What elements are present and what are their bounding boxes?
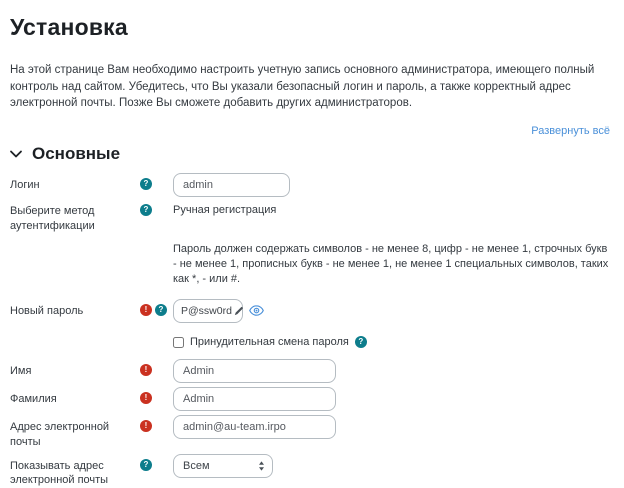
email-label: Адрес электронной почты (10, 420, 110, 448)
page-title: Установка (10, 14, 128, 40)
help-icon[interactable]: ? (155, 304, 167, 316)
required-icon: ! (140, 364, 152, 376)
expand-all-row (10, 125, 610, 137)
form-row-username (10, 173, 610, 197)
form-row-firstname (10, 359, 610, 383)
lastname-input[interactable] (173, 387, 336, 411)
form-row-lastname (10, 387, 610, 411)
username-label: Логин (10, 179, 40, 192)
force-password-change-label[interactable]: Принудительная смена пароля (190, 335, 349, 348)
email-visibility-select[interactable] (173, 454, 273, 478)
help-icon[interactable]: ? (140, 178, 152, 190)
auth-method-value: Ручная регистрация (173, 204, 277, 217)
firstname-label: Имя (10, 364, 32, 377)
section-header-general[interactable] (10, 144, 610, 164)
pencil-icon (234, 306, 244, 316)
new-password-input[interactable] (173, 299, 243, 323)
form-row-email-visibility (10, 454, 610, 488)
unmask-password-eye-icon[interactable] (249, 305, 264, 316)
form-row-auth-method (10, 199, 610, 234)
required-icon: ! (140, 420, 152, 432)
email-visibility-selected-value: Всем (183, 459, 210, 472)
required-icon: ! (140, 304, 152, 316)
select-updown-icon (258, 461, 265, 471)
chevron-down-icon (10, 150, 26, 158)
password-policy-text: Пароль должен содержать символов - не менее 8, цифр - не менее 1, строчных букв - не менее 1, прописных букв - не менее 1, не менее 1 специальных символов, таких как *, - или #. (173, 242, 609, 286)
form-row-password-policy (10, 242, 610, 288)
required-icon: ! (140, 392, 152, 404)
force-password-change-checkbox[interactable] (173, 337, 184, 348)
new-password-value: P@ssw0rd (181, 304, 232, 317)
help-icon[interactable]: ? (140, 459, 152, 471)
new-password-label: Новый пароль (10, 304, 84, 317)
email-input[interactable] (173, 415, 336, 439)
intro-text: На этой странице Вам необходимо настроить учетную запись основного администратора, имеющего полный контроль над сайтом. Убедитесь, что Вы указали безопасный логин и пароль, а также корректный адрес электронной почты. Позже Вы сможете добавить других администраторов. (10, 64, 595, 110)
username-input[interactable] (173, 173, 290, 197)
section-title: Основные (32, 144, 121, 164)
help-icon[interactable]: ? (140, 204, 152, 216)
form-row-new-password (10, 299, 610, 323)
help-icon[interactable]: ? (355, 336, 367, 348)
expand-all-link[interactable]: Развернуть всё (531, 125, 610, 138)
firstname-input[interactable] (173, 359, 336, 383)
email-visibility-label: Показывать адрес электронной почты (10, 459, 109, 487)
auth-method-label: Выберите метод аутентификации (10, 205, 95, 232)
lastname-label: Фамилия (10, 392, 57, 405)
admin-account-form (10, 173, 610, 488)
form-row-force-change (10, 333, 610, 348)
form-row-email (10, 415, 610, 450)
